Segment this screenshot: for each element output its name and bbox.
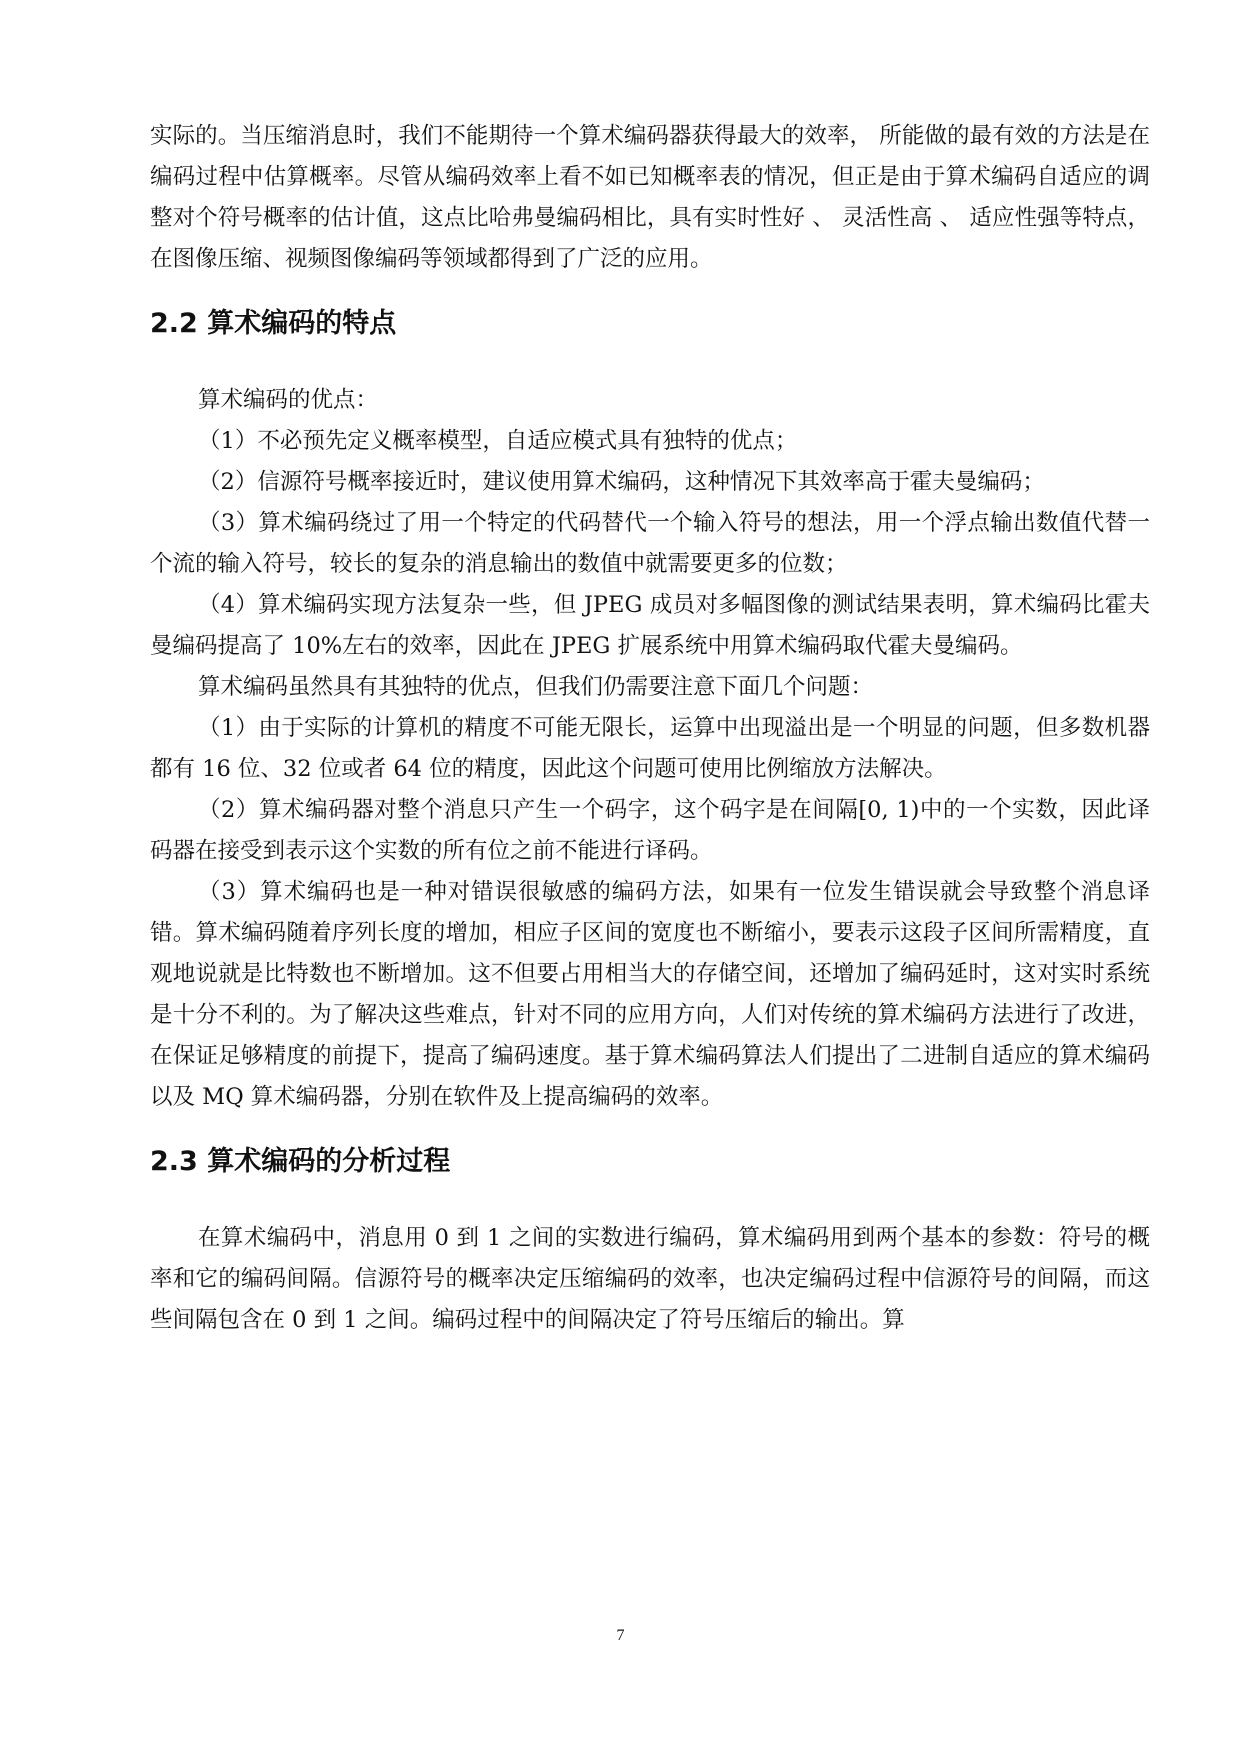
problem-item-2: （2）算术编码器对整个消息只产生一个码字，这个码字是在间隔[0, 1)中的一个实数，因此译码器在接受到表示这个实数的所有位之前不能进行译码。	[150, 797, 1150, 864]
document-page	[150, 116, 1150, 1341]
advantage-item-4: （4）算术编码实现方法复杂一些，但 JPEG 成员对多幅图像的测试结果表明，算术编码比霍夫曼编码提高了 10%左右的效率，因此在 JPEG 扩展系统中用算术编码取代霍夫曼编码。	[150, 592, 1150, 659]
advantage-item-2: （2）信源符号概率接近时，建议使用算术编码，这种情况下其效率高于霍夫曼编码；	[198, 469, 1045, 495]
advantage-item-3: （3）算术编码绕过了用一个特定的代码替代一个输入符号的想法，用一个浮点输出数值代替一个流的输入符号，较长的复杂的消息输出的数值中就需要更多的位数；	[150, 510, 1150, 577]
problems-intro: 算术编码虽然具有其独特的优点，但我们仍需要注意下面几个问题：	[198, 674, 874, 700]
advantage-item-1: （1）不必预先定义概率模型，自适应模式具有独特的优点；	[198, 428, 798, 454]
problem-item-3: （3）算术编码也是一种对错误很敏感的编码方法，如果有一位发生错误就会导致整个消息译错。算术编码随着序列长度的增加，相应子区间的宽度也不断缩小，要表示这段子区间所需精度，直观地说就是比特数也不断增加。这不但要占用相当大的存储空间，还增加了编码延时，这对实时系统是十分不利的。为了解决这些难点，针对不同的应用方向，人们对传统的算术编码方法进行了改进，在保证足够精度的前提下，提高了编码速度。基于算术编码算法人们提出了二进制自适应的算术编码以及 MQ 算术编码器，分别在软件及上提高编码的效率。	[150, 879, 1150, 1110]
continued-paragraph: 实际的。当压缩消息时，我们不能期待一个算术编码器获得最大的效率， 所能做的最有效的方法是在编码过程中估算概率。尽管从编码效率上看不如已知概率表的情况，但正是由于算术编码自适应的调整对个符号概率的估计值，这点比哈弗曼编码相比，具有实时性好 、 灵活性高 、 适应性强等特点，在图像压缩、视频图像编码等领域都得到了广泛的应用。	[150, 123, 1150, 272]
section-heading-2-3: 2.3 算术编码的分析过程	[150, 1146, 451, 1177]
advantages-intro: 算术编码的优点：	[198, 387, 379, 413]
problem-item-1: （1）由于实际的计算机的精度不可能无限长，运算中出现溢出是一个明显的问题，但多数机器都有 16 位、32 位或者 64 位的精度，因此这个问题可使用比例缩放方法解决。	[150, 715, 1150, 782]
section-heading-2-2: 2.2 算术编码的特点	[150, 308, 397, 339]
page-number: 7	[616, 1627, 625, 1644]
analysis-paragraph: 在算术编码中，消息用 0 到 1 之间的实数进行编码，算术编码用到两个基本的参数：符号的概率和它的编码间隔。信源符号的概率决定压缩编码的效率，也决定编码过程中信源符号的间隔，而这些间隔包含在 0 到 1 之间。编码过程中的间隔决定了符号压缩后的输出。算	[150, 1225, 1150, 1333]
